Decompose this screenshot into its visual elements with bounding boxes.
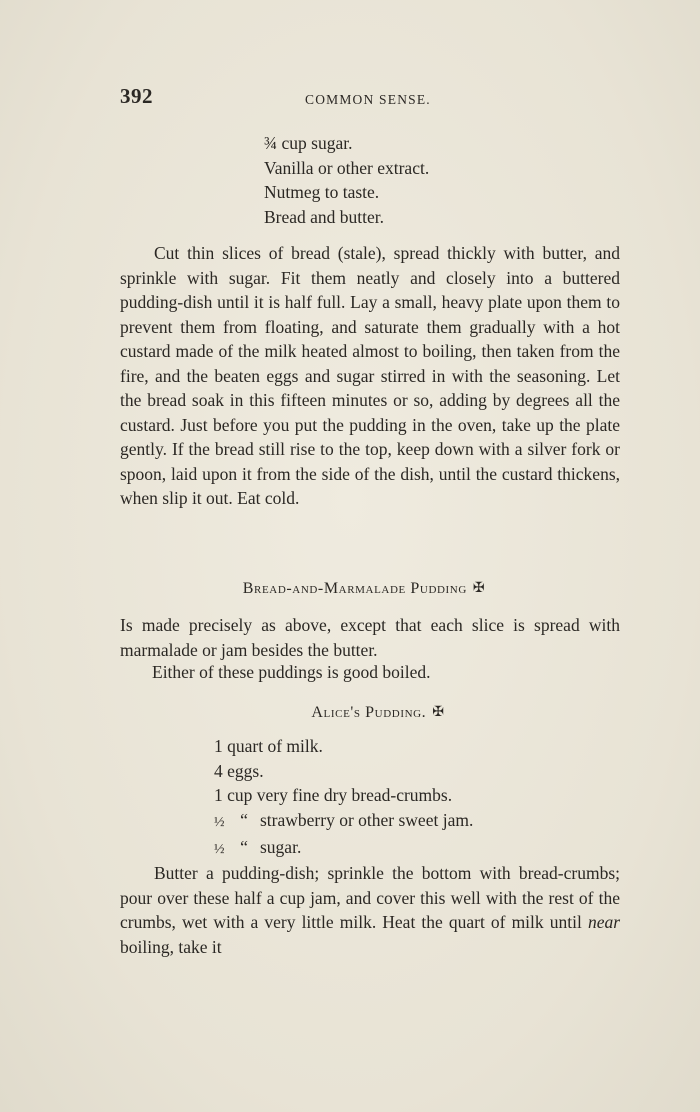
page-number: 392 bbox=[120, 84, 153, 108]
instructions-paragraph: Cut thin slices of bread (stale), spread thickly with butter, and sprinkle with sugar. Fit them neatly and closely into a buttered pudding-dish until it is half full. Lay a small, heavy plate upon them to prevent them from floating, and saturate them gradually with a hot custard made of the milk heated almost to boiling, then taken from the fire, and the beaten eggs and sugar stirred in with the seasoning. Let the bread soak in this fifteen minutes or so, adding by degrees all the custard. Just before you put the pudding in the oven, take up the plate gently. If the bread still rise to the top, keep down with a silver fork or spoon, laid upon it from the side of the dish, until the custard thickens, when slip it out. Eat cold. bbox=[120, 243, 620, 508]
marmalade-paragraph: Is made precisely as above, except that each slice is spread with marmalade or jam besides the butter. bbox=[120, 615, 620, 660]
ingredient-list-alice bbox=[214, 734, 473, 863]
ingredient-line: Vanilla or other extract. bbox=[264, 157, 430, 178]
boiled-note-paragraph: Either of these puddings is good boiled. bbox=[152, 662, 431, 682]
ingredient-line: 1 cup very fine dry bread-crumbs. bbox=[214, 785, 453, 805]
ingredient-text: sugar. bbox=[260, 837, 302, 857]
paragraph-text: boiling, take it bbox=[120, 936, 222, 957]
ingredient-line bbox=[214, 835, 473, 863]
recipe-title: Bread-and-Marmalade Pudding bbox=[242, 580, 467, 597]
recipe-heading-marmalade bbox=[14, 580, 700, 598]
recipe-heading-alice bbox=[28, 704, 700, 722]
cross-icon: ✠ bbox=[472, 581, 486, 596]
ingredient-line: 1 quart of milk. bbox=[214, 736, 323, 756]
ingredient-line: ¾ cup sugar. bbox=[264, 133, 353, 153]
recipe-title: Alice's Pudding. bbox=[311, 704, 427, 721]
cross-icon: ✠ bbox=[432, 705, 445, 720]
alice-instructions-paragraph bbox=[120, 861, 620, 959]
page-header bbox=[120, 84, 620, 114]
running-head: COMMON SENSE. bbox=[305, 92, 431, 107]
ingredient-line: 4 eggs. bbox=[214, 760, 264, 781]
ditto-mark: “ bbox=[240, 837, 248, 857]
ingredient-text: strawberry or other sweet jam. bbox=[260, 809, 474, 830]
ingredient-line: Nutmeg to taste. bbox=[264, 182, 380, 202]
paragraph-text: Butter a pudding-dish; sprinkle the bottom with bread-crumbs; pour over these half a cup jam, and cover this well with the rest of the crumbs, wet with a very little milk. Heat the quart of milk until bbox=[120, 863, 620, 932]
ditto-mark: “ bbox=[240, 809, 248, 830]
ingredient-line: Bread and butter. bbox=[264, 206, 385, 227]
italic-word: near bbox=[587, 912, 621, 932]
ingredient-list-top bbox=[264, 131, 429, 229]
ingredient-line bbox=[214, 808, 473, 836]
ingredient-quantity: ½ bbox=[214, 814, 225, 830]
ingredient-quantity: ½ bbox=[214, 842, 225, 857]
